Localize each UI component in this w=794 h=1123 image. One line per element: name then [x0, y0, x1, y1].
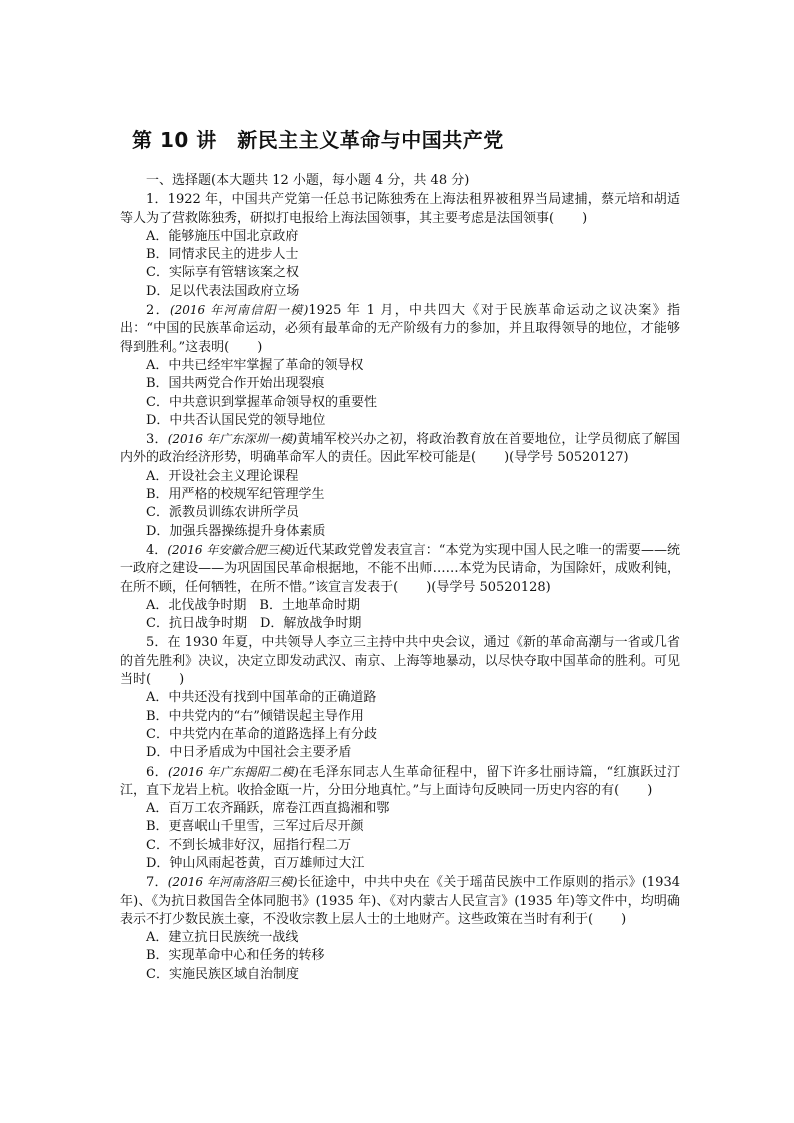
question-tail: ) [257, 339, 263, 355]
question-tail: ) [179, 672, 185, 688]
question-6-option: A．百万工农齐踊跃，席卷江西直捣湘和鄂 [146, 801, 390, 817]
question-source: (2016 年安徽合肥三模) [167, 542, 296, 557]
question-text: 长征途中，中共中央在《关于瑶苗民族中工作原则的指示》(1934 年)、《为抗日救国告全体同胞书》(1935 年)、《对内蒙古人民宣言》(1935 年)等文件中，均明确表示不打少数民族土豪，不没收宗教上层人士的土地财产。这些政策在当时有利于( [120, 875, 681, 927]
question-number: 5． [146, 635, 168, 651]
question-source: (2016 年河南洛阳三模) [167, 875, 298, 890]
question-number: 2． [146, 303, 170, 319]
question-tail: )(导学号 50520127) [504, 450, 629, 466]
page-title: 第 10 讲 新民主主义革命与中国共产党 [132, 128, 504, 152]
question-5-option: A．中共还没有找到中国革命的正确道路 [146, 690, 377, 706]
question-number: 3． [146, 432, 168, 448]
question-7-option: B．实现革命中心和任务的转移 [146, 948, 325, 964]
question-7-option: A．建立抗日民族统一战线 [146, 930, 299, 946]
question-1-option: A．能够施压中国北京政府 [146, 228, 299, 244]
question-source: (2016 年河南信阳一模) [169, 303, 309, 318]
question-7-option: C．实施民族区域自治制度 [146, 966, 299, 982]
question-6-option: D．钟山风雨起苍黄，百万雄师过大江 [146, 855, 365, 871]
question-6-option: B．更喜岷山千里雪，三军过后尽开颜 [146, 819, 364, 835]
question-3-stem [120, 430, 680, 468]
question-3-option: A．开设社会主义理论课程 [146, 468, 299, 484]
question-5-option: B．中共党内的“右”倾错误起主导作用 [146, 708, 364, 724]
question-tail: ) [647, 782, 653, 798]
question-number: 4． [146, 542, 168, 558]
question-4-option: A．北伐战争时期 B．土地革命时期 [146, 597, 360, 613]
question-2-option: D．中共否认国民党的领导地位 [146, 412, 326, 428]
question-text: 黄埔军校兴办之初，将政治教育放在首要地位，让学员彻底了解国内外的政治经济形势，明确革命军人的责任。因此军校可能是( [120, 432, 680, 466]
question-tail: ) [582, 210, 588, 226]
question-4-option: C．抗日战争时期 D．解放战争时期 [146, 616, 362, 632]
question-6-stem [120, 763, 680, 801]
question-3-option: B．用严格的校规军纪管理学生 [146, 487, 325, 503]
question-3-option: C．派教员训练农讲所学员 [146, 505, 299, 521]
question-2-option: C．中共意识到掌握革命领导权的重要性 [146, 394, 377, 410]
question-1-stem [120, 190, 680, 228]
question-2-option: A．中共已经牢牢掌握了革命的领导权 [146, 357, 364, 373]
question-text: 1922 年，中国共产党第一任总书记陈独秀在上海法租界被租界当局逮捕，蔡元培和胡适等人为了营救陈独秀，研拟打电报给上海法国领事，其主要考虑是法国领事( [120, 192, 680, 226]
question-1-option: C．实际享有管辖该案之权 [146, 265, 299, 281]
question-text: 在毛泽东同志人生革命征程中，留下许多壮丽诗篇，“红旗跃过汀江，直下龙岩上杭。收拾金瓯一片，分田分地真忙。”与上面诗句反映同一历史内容的有( [120, 764, 680, 798]
question-2-stem [120, 301, 680, 357]
question-tail: ) [621, 911, 627, 927]
question-5-stem [120, 633, 680, 689]
question-text: 在 1930 年夏，中共领导人李立三主持中共中央会议，通过《新的革命高潮与一省或几省的首先胜利》决议，决定立即发动武汉、南京、上海等地暴动，以尽快夺取中国革命的胜利。可见当时( [120, 635, 680, 688]
question-2-option: B．国共两党合作开始出现裂痕 [146, 376, 325, 392]
question-number: 6． [146, 764, 169, 780]
question-source: (2016 年广东深圳一模) [167, 432, 298, 447]
question-number: 7． [146, 875, 168, 891]
question-1-option: B．同情求民主的进步人士 [146, 247, 299, 263]
question-6-option: C．不到长城非好汉，屈指行程二万 [146, 837, 351, 853]
question-tail: )(导学号 50520128) [426, 579, 551, 595]
question-source: (2016 年广东揭阳二模) [168, 764, 299, 779]
question-5-option: D．中日矛盾成为中国社会主要矛盾 [146, 745, 352, 761]
question-text: 近代某政党曾发表宣言：“本党为实现中国人民之唯一的需要——统一政府之建设——为巩固国民革命根据地，不能不出师……本党为民请命，为国除奸，成败利钝，在所不顾，任何牺牲，在所不惜。”该宣言发表于( [120, 542, 680, 595]
section-heading: 一、选择题(本大题共 12 小题，每小题 4 分，共 48 分) [146, 173, 470, 188]
question-text: 1925 年 1 月，中共四大《对于民族革命运动之议决案》指出：“中国的民族革命运动，必须有最革命的无产阶级有力的参加，并且取得领导的地位，才能够得到胜利。”这表明( [120, 303, 680, 355]
question-3-option: D．加强兵器操练提升身体素质 [146, 523, 326, 539]
question-list [120, 172, 680, 984]
question-1-option: D．足以代表法国政府立场 [146, 283, 300, 299]
question-number: 1． [146, 192, 168, 208]
question-4-stem [120, 541, 680, 597]
question-5-option: C．中共党内在革命的道路选择上有分歧 [146, 726, 377, 742]
question-7-stem [120, 873, 680, 929]
